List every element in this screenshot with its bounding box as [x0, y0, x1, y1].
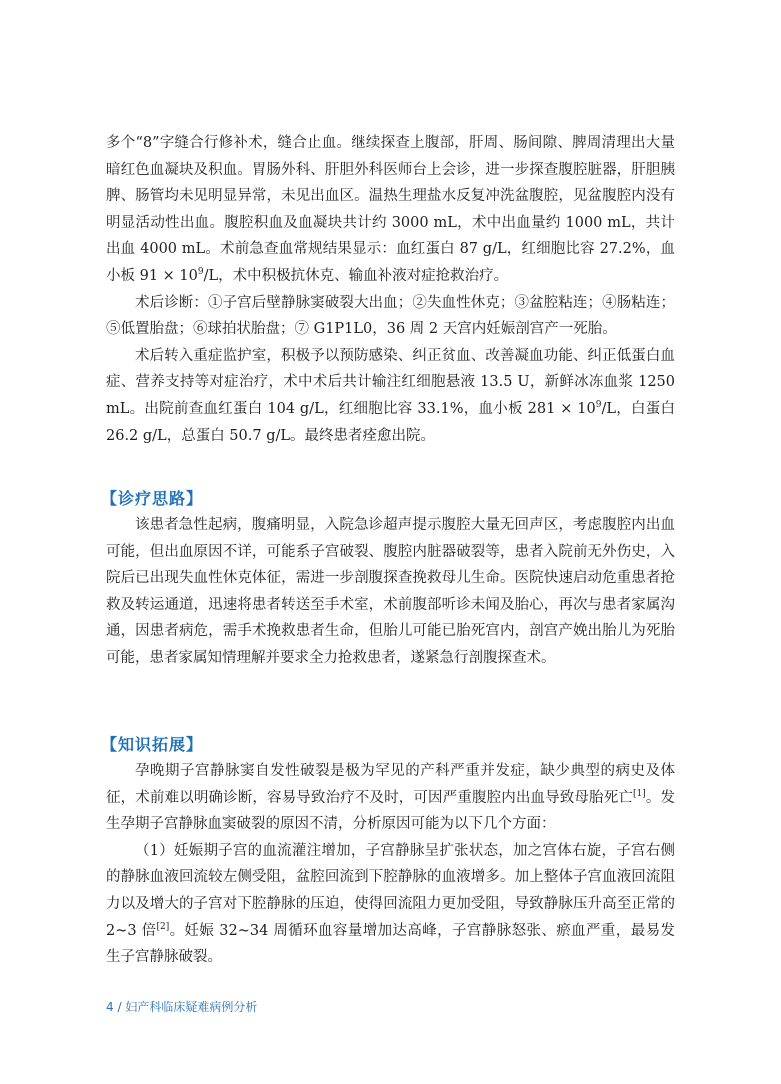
- knowledge-extension-heading: 【知识拓展】: [101, 735, 204, 754]
- surgery-paragraph: 多个“8”字缝合行修补术，缝合止血。继续探查上腹部，肝周、肠间隙、脾周清理出大量暗红色血凝块及积血。胃肠外科、肝胆外科医师台上会诊，进一步探查腹腔脏器，肝胆胰脾、肠管均未见明显异常，未见出血区。温热生理盐水反复冲洗盆腹腔，见盆腹腔内没有明显活动性出血。腹腔积血及血凝块共计约 3000 mL，术中出血量约 1000 mL，共计出血 4000 mL。术前急查血常规结果显示：血红蛋白 87 g/L，红细胞比容 27.2%，血小板 $91 \times 10^9/L$，术中积极抗休克、输血补液对症抢救治疗。: [106, 135, 675, 284]
- footer-separator: /: [117, 1000, 122, 1014]
- page-number: 4: [106, 1000, 114, 1014]
- postop-treatment-paragraph: 术后转入重症监护室，积极予以预防感染、纠正贫血、改善凝血功能、纠正低蛋白血症、营养支持等对症治疗，术中术后共计输注红细胞悬液 13.5 U，新鲜冰冻血浆 1250 mL。出院前查血红蛋白 104 g/L，红细胞比容 33.1%，血小板 $281 \times 10^9/L$，白蛋白 26.2 g/L，总蛋白 50.7 g/L。最终患者痊愈出院。: [106, 347, 676, 444]
- diagnosis-approach-paragraph: 该患者急性起病，腹痛明显，入院急诊超声提示腹腔大量无回声区，考虑腹腔内出血可能，但出血原因不详，可能系子宫破裂、腹腔内脏器破裂等，患者入院前无外伤史，入院后已出现失血性休克体征，需进一步剖腹探查挽救母儿生命。医院快速启动危重患者抢救及转运通道，迅速将患者转送至手术室，术前腹部听诊未闻及胎心，再次与患者家属沟通，因患者病危，需手术挽救患者生命，但胎儿可能已胎死宫内，剖宫产娩出胎儿为死胎可能，患者家属知情理解并要求全力抢救患者，遂紧急行剖腹探查术。: [106, 517, 675, 666]
- knowledge-extension-section: [106, 758, 675, 971]
- knowledge-intro-paragraph: 孕晚期子宫静脉窦自发性破裂是极为罕见的产科严重并发症，缺少典型的病史及体征，术前难以明确诊断，容易导致治疗不及时，可因严重腹腔内出血导致母胎死亡[1]。发生孕期子宫静脉血窦破裂的原因不清，分析原因可能为以下几个方面：: [106, 763, 676, 833]
- knowledge-point-1-paragraph: （1）妊娠期子宫的血流灌注增加，子宫静脉呈扩张状态，加之宫体右旋，子宫右侧的静脉血液回流较左侧受阻，盆腔回流到下腔静脉的血液增多。加上整体子宫血液回流阻力以及增大的子宫对下腔静脉的压迫，使得回流阻力更加受阻，导致静脉压升高至正常的 2~3 倍[2]。妊娠 32~34 周循环血容量增加达高峰，子宫静脉怒张、瘀血严重，最易发生子宫静脉破裂。: [106, 842, 675, 966]
- page-footer: [106, 998, 257, 1015]
- case-text-section: [106, 130, 675, 449]
- book-title: 妇产科临床疑难病例分析: [125, 1000, 258, 1014]
- postop-diagnosis-paragraph: 术后诊断：①子宫后壁静脉窦破裂大出血；②失血性休克；③盆腔粘连；④肠粘连；⑤低置胎盘；⑥球拍状胎盘；⑦ G1P1L0，36 周 2 天宫内妊娠剖宫产一死胎。: [106, 294, 675, 338]
- diagnosis-approach-heading: 【诊疗思路】: [101, 489, 204, 508]
- diagnosis-approach-section: [106, 512, 675, 672]
